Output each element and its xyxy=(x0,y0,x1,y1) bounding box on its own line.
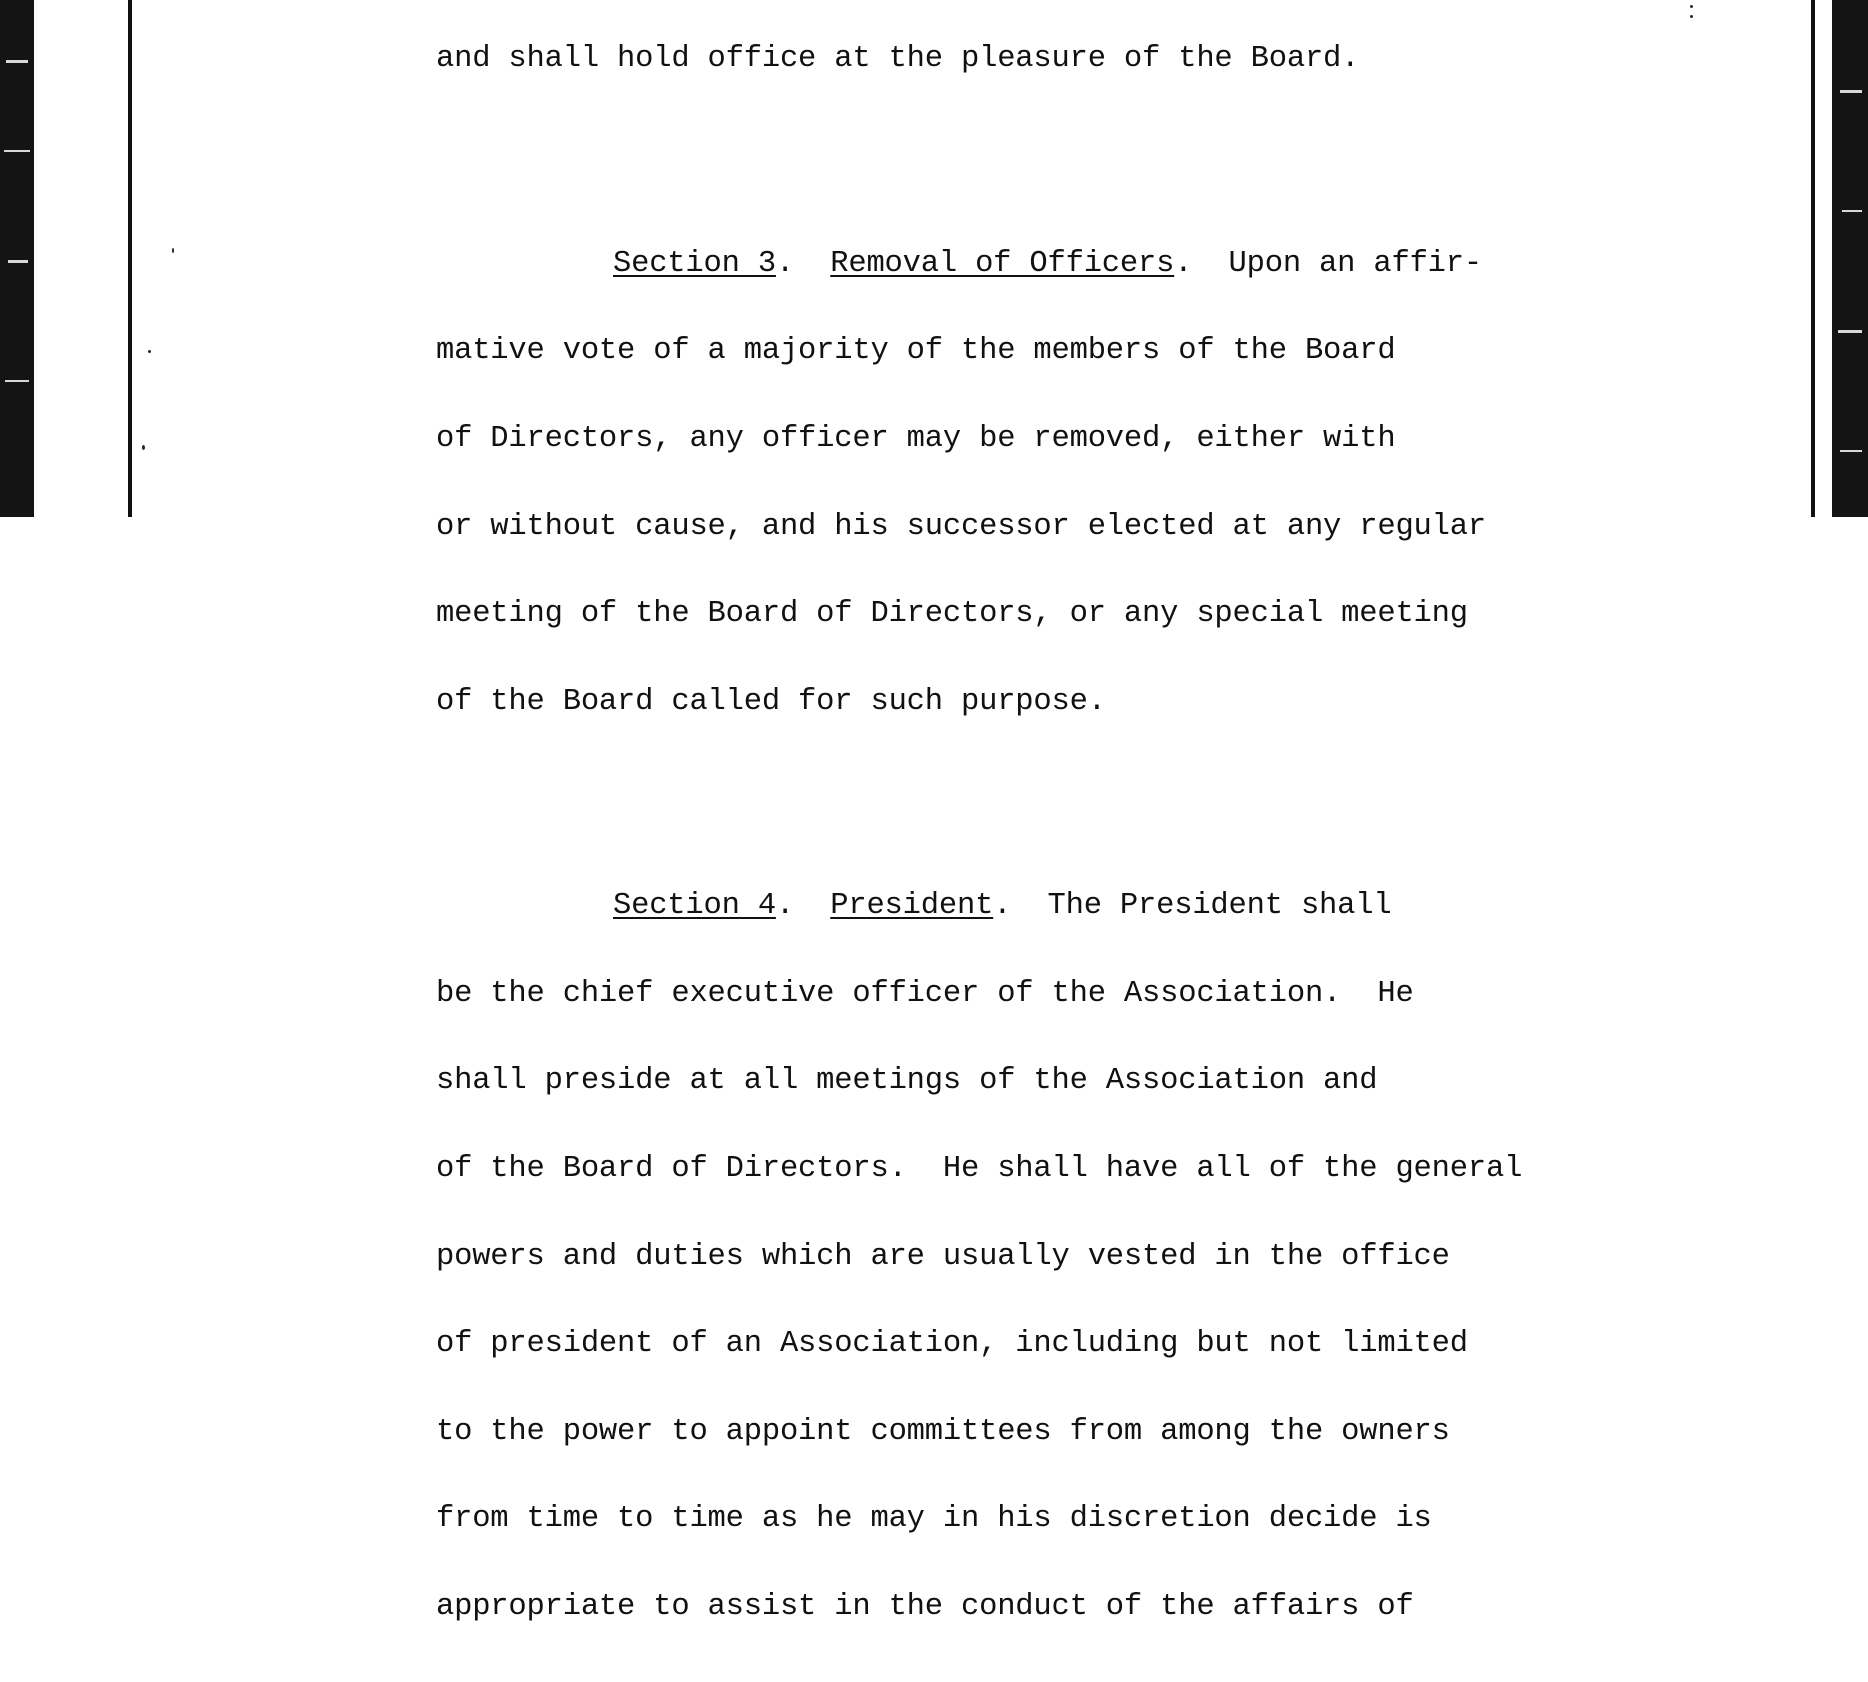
section-4-first-line-rest: The President shall xyxy=(1011,889,1392,924)
section-3-heading: Section 3 xyxy=(613,246,776,281)
page-edge-left xyxy=(128,0,132,517)
scan-dot xyxy=(1690,15,1693,18)
scan-border-right xyxy=(1832,0,1868,517)
scan-border-left xyxy=(0,0,34,517)
text-line: powers and duties which are usually vested in the office xyxy=(436,1239,1450,1274)
scan-speck xyxy=(4,150,30,152)
text-line: from time to time as he may in his discretion decide is xyxy=(436,1502,1432,1537)
text-line: appropriate to assist in the conduct of the affairs of xyxy=(436,1589,1414,1624)
section-4-title: President xyxy=(830,889,994,924)
text-line: mative vote of a majority of the members of the Board xyxy=(436,334,1396,369)
scan-dot xyxy=(172,248,174,253)
section-3-first-line-rest: Upon an affir- xyxy=(1192,246,1482,281)
scan-speck xyxy=(5,380,29,382)
blank-line xyxy=(436,133,1522,162)
text-line: or without cause, and his successor elected at any regular xyxy=(436,509,1486,544)
text-line: and shall hold office at the pleasure of the Board. xyxy=(436,42,1360,77)
scan-dot xyxy=(1690,5,1693,8)
section-3-title: Removal of Officers xyxy=(830,246,1175,281)
text-line: of Directors, any officer may be removed, either with xyxy=(436,421,1396,456)
text-line: meeting of the Board of Directors, or any special meeting xyxy=(436,597,1468,632)
scan-speck xyxy=(1838,330,1862,333)
text-line: to the power to appoint committees from among the owners xyxy=(436,1414,1450,1449)
scan-margin-left xyxy=(34,0,124,517)
scan-speck xyxy=(1840,450,1862,452)
blank-line xyxy=(436,775,1522,804)
text-line: of the Board of Directors. He shall have all of the general xyxy=(436,1151,1523,1186)
text-line: shall preside at all meetings of the Association and xyxy=(436,1064,1378,1099)
scan-speck xyxy=(1840,90,1862,93)
page-edge-right xyxy=(1811,0,1815,517)
section-4-first-line: Section 4. President. The President shall xyxy=(613,889,1392,924)
scan-speck xyxy=(6,60,28,63)
text-line: of president of an Association, including but not limited xyxy=(436,1327,1468,1362)
text-line: be the chief executive officer of the Association. He xyxy=(436,976,1414,1011)
section-3-first-line: Section 3. Removal of Officers. Upon an affir- xyxy=(613,246,1482,281)
scan-speck xyxy=(1842,210,1862,212)
scan-dot xyxy=(148,350,151,353)
document-body xyxy=(436,0,1522,1681)
section-4-heading: Section 4 xyxy=(613,889,776,924)
scan-dot xyxy=(142,445,145,450)
text-line: of the Board called for such purpose. xyxy=(436,684,1106,719)
scan-speck xyxy=(8,260,28,263)
